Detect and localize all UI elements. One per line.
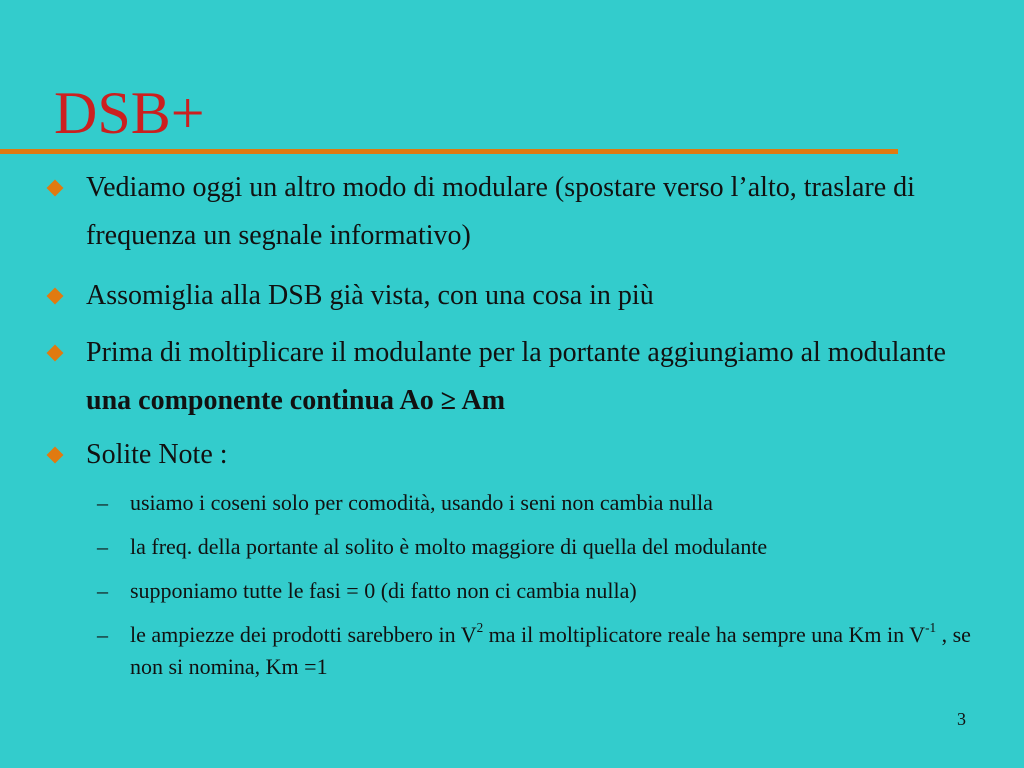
bullet-item-3 xyxy=(49,329,979,425)
sub-bullet-text-1: usiamo i coseni solo per comodità, usando i seni non cambia nulla xyxy=(130,490,713,515)
dash-bullet-icon: – xyxy=(97,490,108,515)
superscript-2: 2 xyxy=(476,620,484,636)
bullet-text-4: Solite Note : xyxy=(86,439,228,470)
bullet-item-2 xyxy=(49,272,979,320)
sub-bullet-text-4-part3: , se non si nomina, Km =1 xyxy=(130,622,971,679)
dash-bullet-icon: – xyxy=(97,534,108,559)
bullet-text-3 xyxy=(86,329,979,425)
sub-bullet-text-4-part1: le ampiezze dei prodotti sarebbero in V xyxy=(130,622,477,647)
diamond-bullet-icon xyxy=(47,345,64,362)
sub-bullet-item-3 xyxy=(97,575,977,607)
slide-title: DSB+ xyxy=(54,80,205,146)
superscript-minus-1: -1 xyxy=(925,620,937,636)
bullet-text-2: Assomiglia alla DSB già vista, con una cosa in più xyxy=(86,280,654,311)
sub-bullet-text-2: la freq. della portante al solito è molto maggiore di quella del modulante xyxy=(130,534,768,559)
bullet-text-3-plain: Prima di moltiplicare il modulante per la portante aggiungiamo al modulante xyxy=(86,337,946,368)
sub-bullet-item-1 xyxy=(97,487,977,519)
diamond-bullet-icon xyxy=(47,180,64,197)
bullet-text-3-bold: una componente continua Ao ≥ Am xyxy=(86,385,506,416)
bullet-text-1: Vediamo oggi un altro modo di modulare (spostare verso l’alto, traslare di frequenza un segnale informativo) xyxy=(86,172,915,251)
dash-bullet-icon: – xyxy=(97,622,108,647)
bullet-item-1 xyxy=(49,164,979,260)
bullet-item-4 xyxy=(49,431,979,479)
diamond-bullet-icon xyxy=(47,447,64,464)
sub-bullet-text-4-part2: ma il moltiplicatore reale ha sempre una Km in V xyxy=(483,622,926,647)
sub-bullet-item-4 xyxy=(97,619,977,683)
page-number: 3 xyxy=(957,709,966,729)
sub-bullet-text-4 xyxy=(130,619,977,683)
sub-bullet-item-2 xyxy=(97,531,977,563)
sub-bullet-text-3: supponiamo tutte le fasi = 0 (di fatto non ci cambia nulla) xyxy=(130,578,637,603)
diamond-bullet-icon xyxy=(47,288,64,305)
title-underline xyxy=(0,149,898,154)
dash-bullet-icon: – xyxy=(97,578,108,603)
